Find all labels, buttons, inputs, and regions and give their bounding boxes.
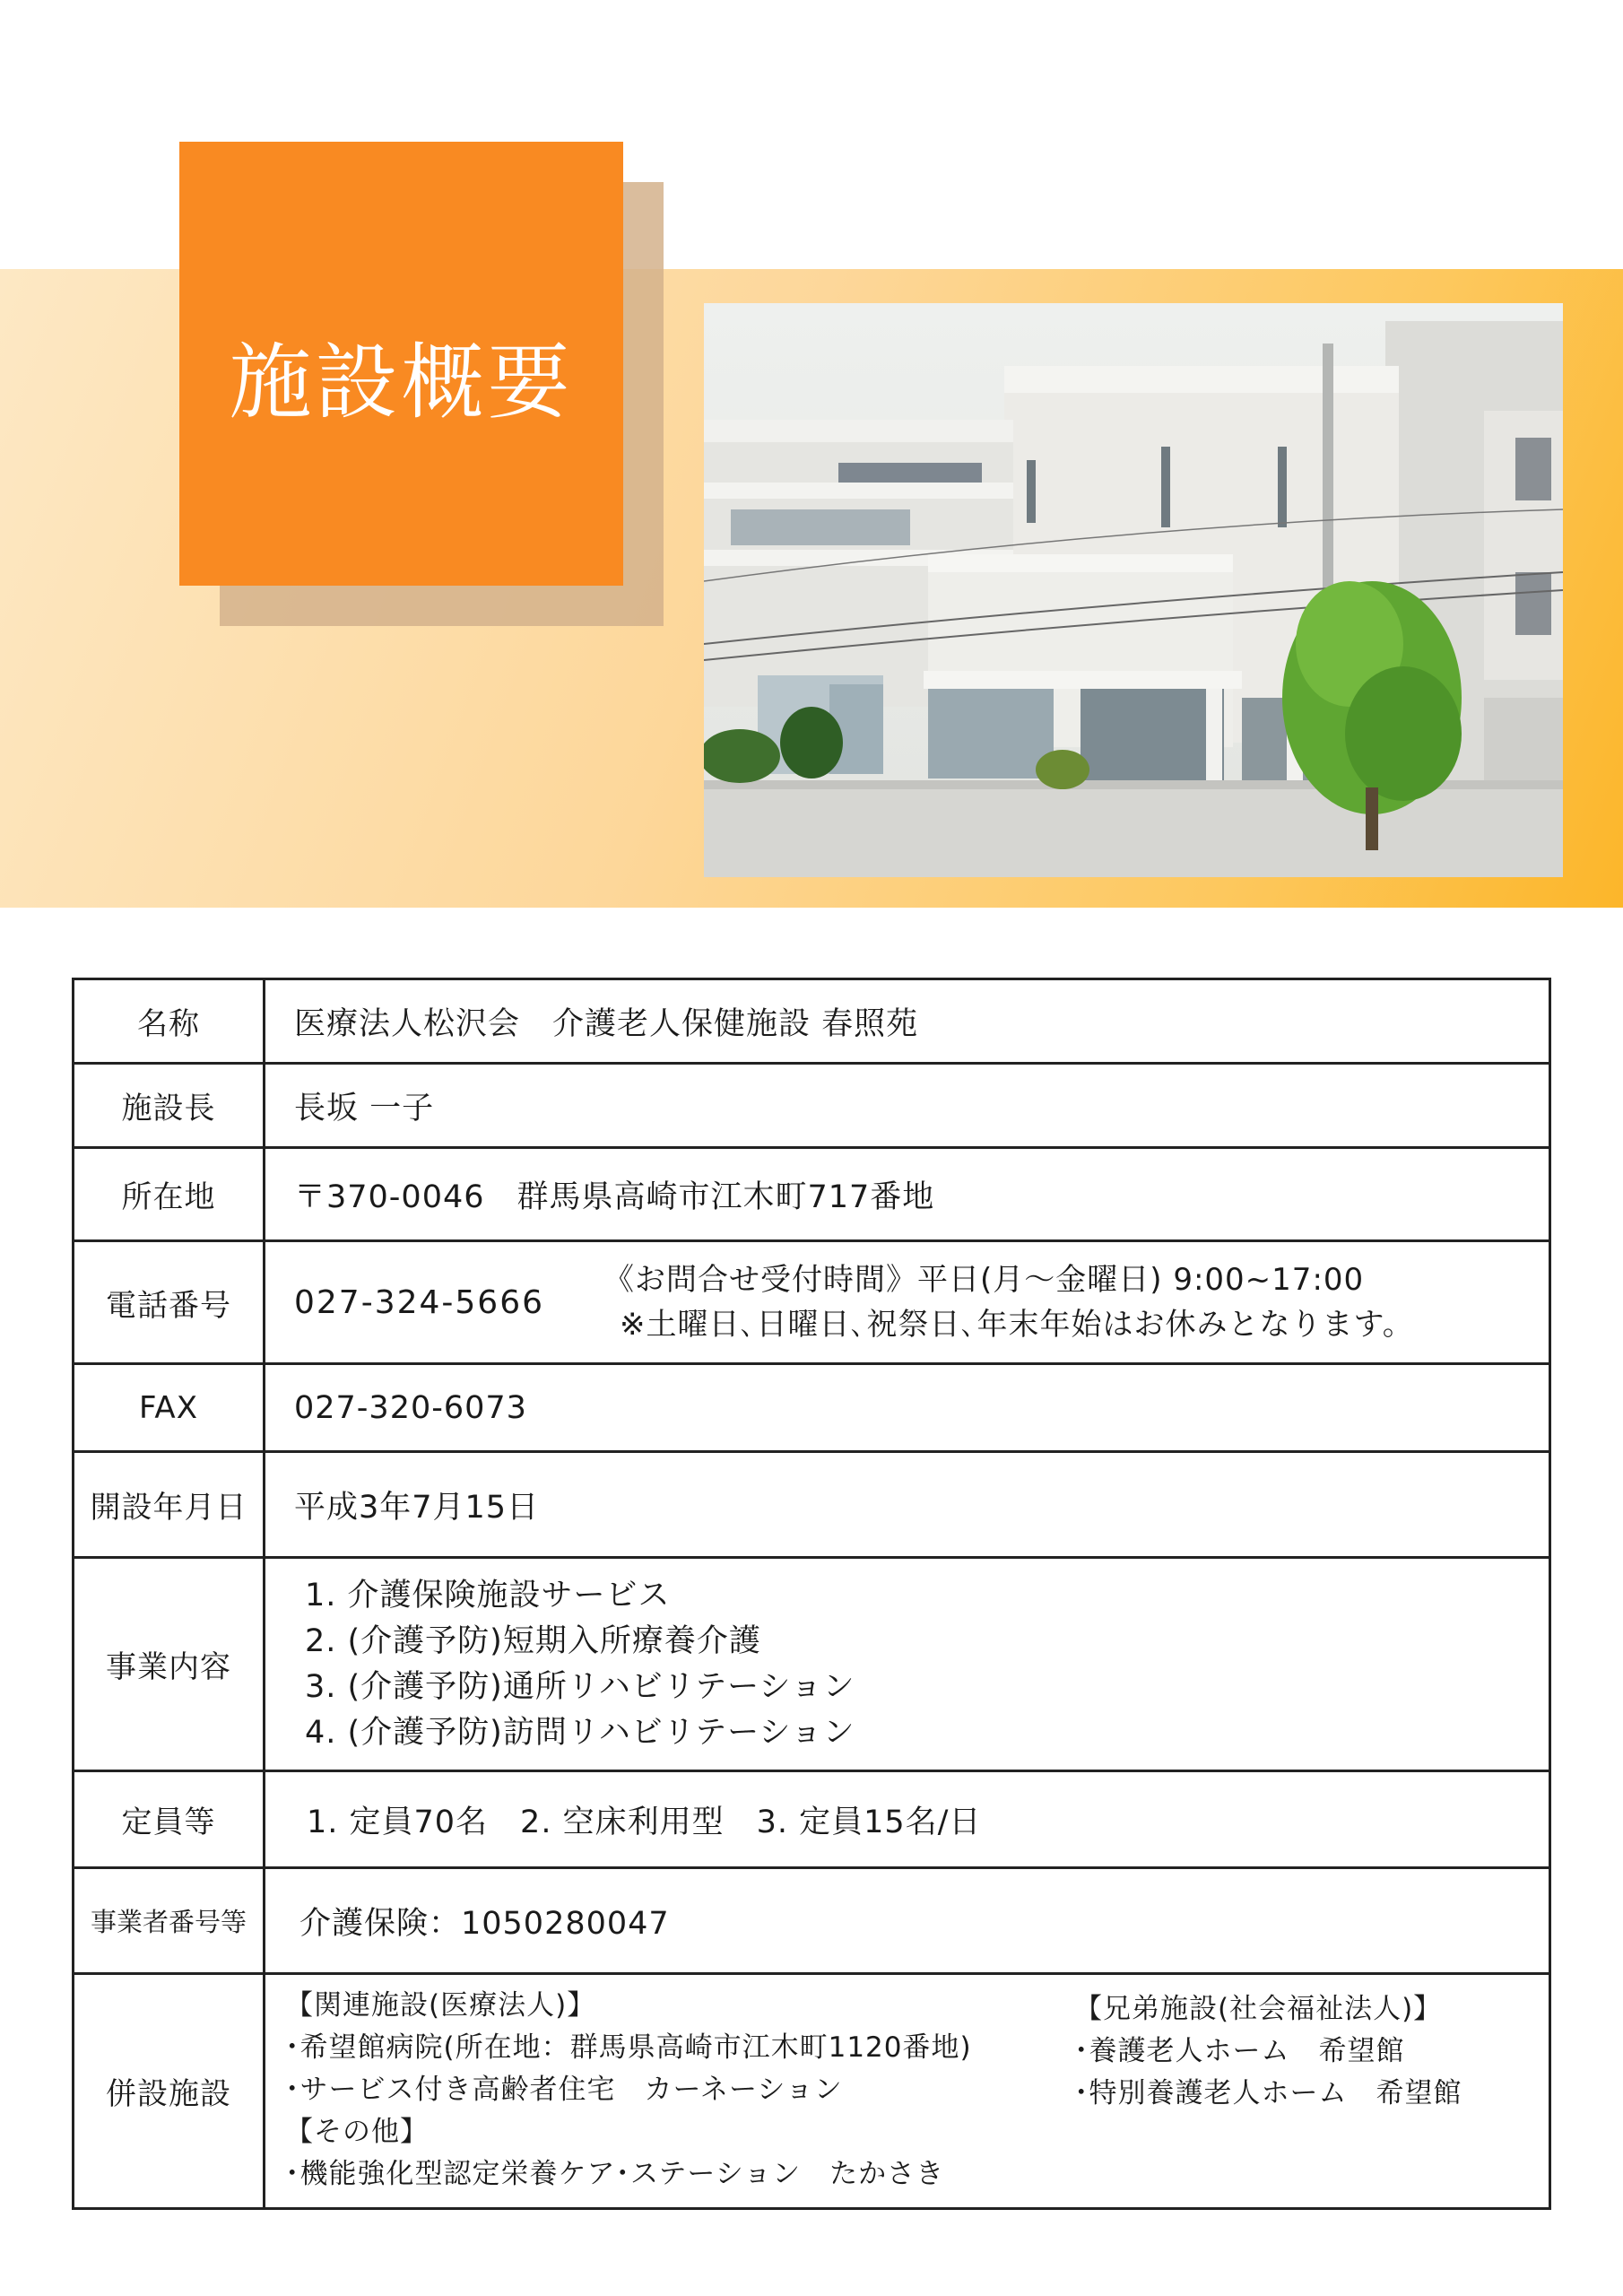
list-item: 4. (介護予防)訪問リハビリテーション <box>305 1714 855 1751</box>
label-tel: 電話番号 <box>74 1241 265 1364</box>
list-item: ･機能強化型認定栄養ケア･ステーション たかさき <box>285 2158 945 2190</box>
page-title: 施設概要 <box>229 335 574 430</box>
label-director: 施設長 <box>74 1064 265 1148</box>
table-row-director <box>74 1064 1550 1148</box>
table-row-provider-no <box>74 1868 1550 1974</box>
services-list <box>294 1564 1549 1765</box>
list-item: ･サービス付き高齢者住宅 カーネーション <box>285 2074 843 2106</box>
list-item: 【その他】 <box>285 2116 429 2148</box>
list-item: 2. (介護予防)短期入所療養介護 <box>305 1622 761 1659</box>
value-opened: 平成3年7月15日 <box>265 1452 1550 1558</box>
tel-hours-line2: ※土曜日､日曜日､祝祭日､年末年始はお休みとなります。 <box>620 1307 1414 1343</box>
label-address: 所在地 <box>74 1148 265 1241</box>
label-capacity: 定員等 <box>74 1771 265 1868</box>
label-affiliated: 併設施設 <box>74 1974 265 2209</box>
list-item: 【関連施設(医療法人)】 <box>285 1989 596 2022</box>
list-item: 1. 介護保険施設サービス <box>305 1577 671 1613</box>
table-row-tel <box>74 1241 1550 1364</box>
tel-hours-note <box>603 1257 1414 1347</box>
list-item: ･希望館病院(所在地：群馬県高崎市江木町1120番地) <box>285 2031 972 2064</box>
affiliated-sister-column <box>1074 1985 1462 2196</box>
value-capacity: 1. 定員70名 2. 空床利用型 3. 定員15名/日 <box>265 1771 1550 1868</box>
label-name: 名称 <box>74 979 265 1064</box>
tel-hours-line1: 《お問合せ受付時間》平日(月～金曜日) 9:00~17:00 <box>603 1262 1365 1298</box>
list-item: ･特別養護老人ホーム 希望館 <box>1074 2077 1462 2109</box>
title-box <box>179 142 623 586</box>
value-fax: 027-320-6073 <box>265 1364 1550 1452</box>
facility-building-photo <box>704 303 1563 877</box>
value-services <box>265 1558 1550 1771</box>
value-provider-no: 介護保険：1050280047 <box>265 1868 1550 1974</box>
value-name: 医療法人松沢会 介護老人保健施設 春照苑 <box>265 979 1550 1064</box>
facility-info-table <box>72 978 1551 2210</box>
table-row-affiliated <box>74 1974 1550 2209</box>
value-tel-cell <box>265 1241 1550 1364</box>
table-row-address <box>74 1148 1550 1241</box>
value-tel[interactable]: 027-324-5666 <box>294 1283 545 1321</box>
table-row-capacity <box>74 1771 1550 1868</box>
label-provider-no: 事業者番号等 <box>74 1868 265 1974</box>
label-services: 事業内容 <box>74 1558 265 1771</box>
list-item: ･養護老人ホーム 希望館 <box>1074 2035 1405 2067</box>
value-address: 〒370-0046 群馬県高崎市江木町717番地 <box>265 1148 1550 1241</box>
value-director: 長坂 一子 <box>265 1064 1550 1148</box>
label-opened: 開設年月日 <box>74 1452 265 1558</box>
table-row-services <box>74 1558 1550 1771</box>
value-affiliated <box>265 1974 1550 2209</box>
list-item: 【兄弟施設(社会福祉法人)】 <box>1074 1993 1443 2025</box>
table-row-opened <box>74 1452 1550 1558</box>
list-item: 3. (介護予防)通所リハビリテーション <box>305 1668 855 1705</box>
label-fax: FAX <box>74 1364 265 1452</box>
affiliated-related-column <box>285 1985 1074 2196</box>
table-row-fax <box>74 1364 1550 1452</box>
table-row-name <box>74 979 1550 1064</box>
